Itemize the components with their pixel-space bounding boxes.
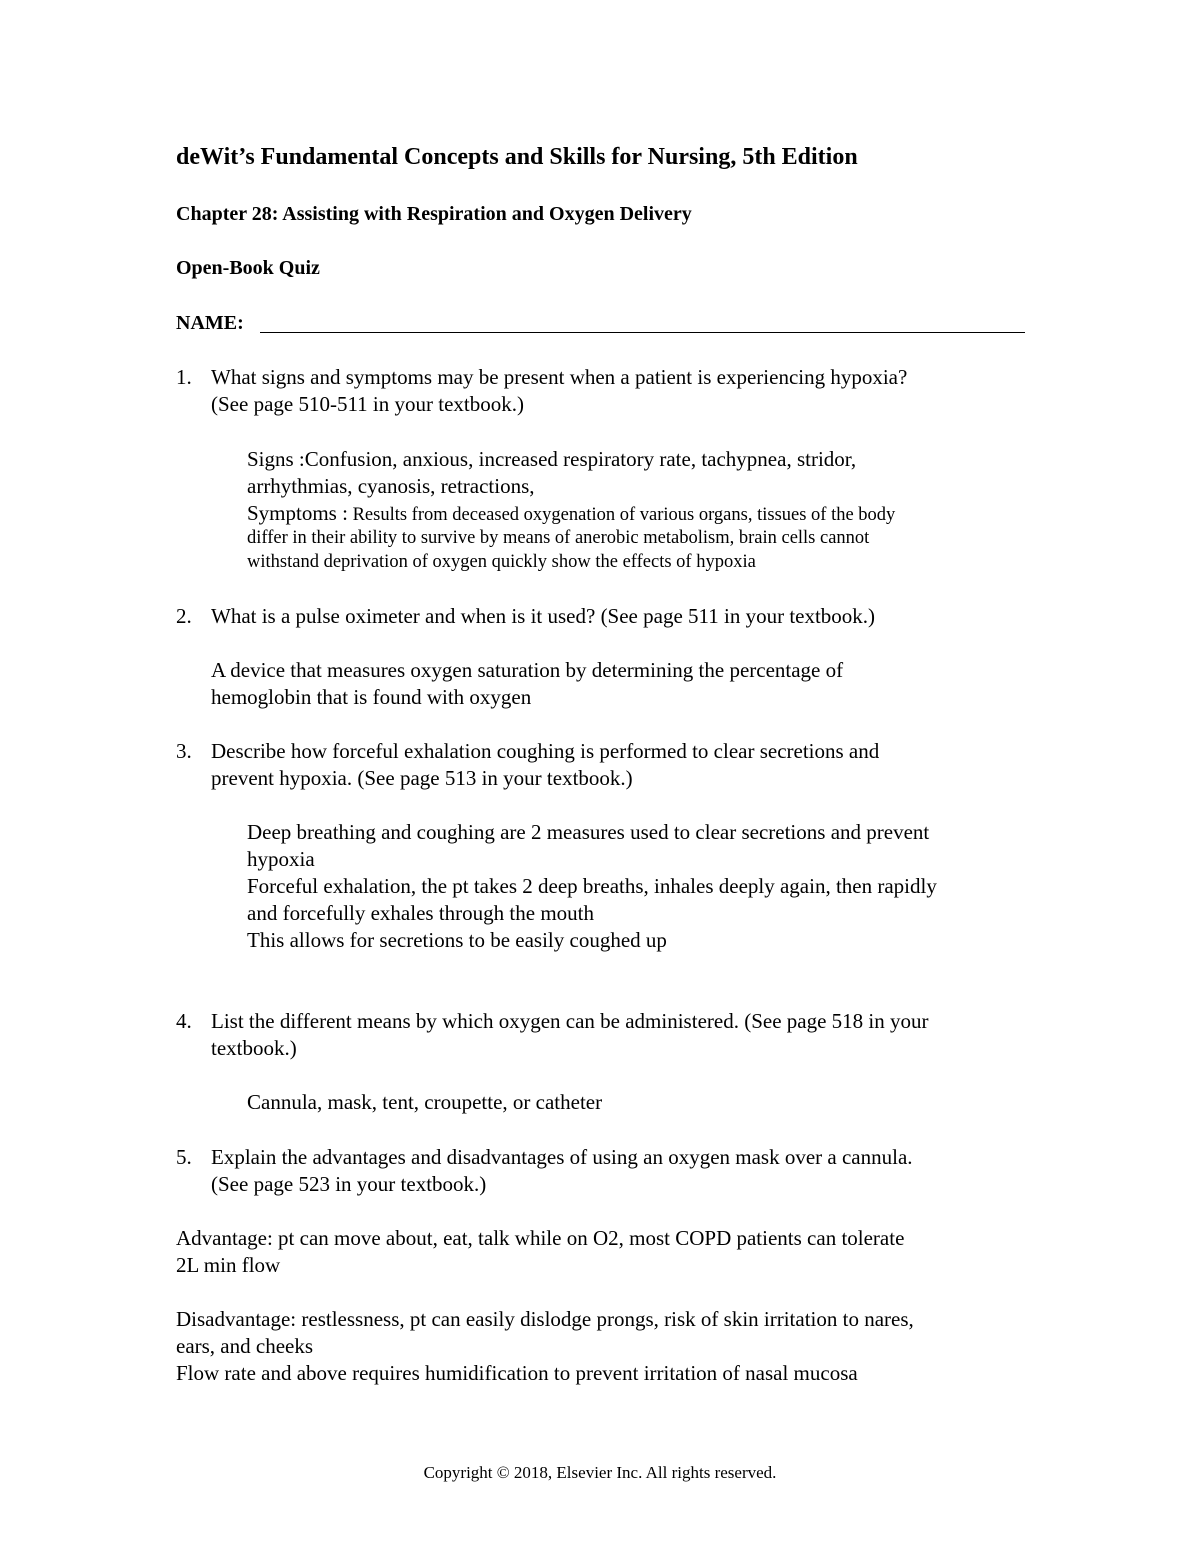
answer-text-small: withstand deprivation of oxygen quickly show the effects of hypoxia: [247, 552, 756, 572]
question-text: (See page 510-511 in your textbook.): [211, 392, 524, 416]
answer-text: hemoglobin that is found with oxygen: [211, 685, 532, 709]
answer-text: Flow rate and above requires humidification to prevent irritation of nasal mucosa: [176, 1361, 858, 1385]
quiz-type: Open-Book Quiz: [176, 257, 320, 279]
copyright-footer: Copyright © 2018, Elsevier Inc. All rights reserved.: [423, 1463, 777, 1482]
book-title: deWit’s Fundamental Concepts and Skills for Nursing, 5th Edition: [176, 144, 858, 170]
question-number: 2.: [176, 604, 192, 628]
question-text: What signs and symptoms may be present when a patient is experiencing hypoxia?: [211, 365, 908, 389]
question-number: 4.: [176, 1009, 192, 1033]
question-text: prevent hypoxia. (See page 513 in your textbook.): [211, 766, 633, 790]
question-number: 1.: [176, 365, 192, 389]
question-number: 5.: [176, 1145, 192, 1169]
question-number: 3.: [176, 739, 192, 763]
answer-text: Forceful exhalation, the pt takes 2 deep breaths, inhales deeply again, then rapidly: [247, 874, 937, 898]
name-input-line[interactable]: [260, 332, 1025, 333]
answer-text: This allows for secretions to be easily coughed up: [247, 928, 667, 952]
answer-symptoms-line: [247, 500, 895, 528]
name-label: NAME:: [176, 312, 244, 334]
answer-text: arrhythmias, cyanosis, retractions,: [247, 474, 535, 498]
answer-text: 2L min flow: [176, 1253, 281, 1277]
chapter-title: Chapter 28: Assisting with Respiration and Oxygen Delivery: [176, 203, 692, 225]
answer-text-small: Results from deceased oxygenation of various organs, tissues of the body: [347, 505, 896, 525]
answer-text-small: differ in their ability to survive by means of anerobic metabolism, brain cells cannot: [247, 528, 870, 548]
question-text: What is a pulse oximeter and when is it used? (See page 511 in your textbook.): [211, 604, 876, 628]
answer-text: ears, and cheeks: [176, 1334, 314, 1358]
answer-text: hypoxia: [247, 847, 315, 871]
question-text: textbook.): [211, 1036, 297, 1060]
answer-text: and forcefully exhales through the mouth: [247, 901, 594, 925]
question-text: List the different means by which oxygen can be administered. (See page 518 in your: [211, 1009, 929, 1033]
question-text: (See page 523 in your textbook.): [211, 1172, 487, 1196]
answer-text: A device that measures oxygen saturation by determining the percentage of: [211, 658, 844, 682]
answer-text: Cannula, mask, tent, croupette, or catheter: [247, 1090, 603, 1114]
answer-text: Advantage: pt can move about, eat, talk while on O2, most COPD patients can tolerate: [176, 1226, 905, 1250]
question-text: Describe how forceful exhalation coughing is performed to clear secretions and: [211, 739, 880, 763]
symptoms-label: Symptoms :: [247, 501, 348, 525]
answer-text: Signs :Confusion, anxious, increased respiratory rate, tachypnea, stridor,: [247, 447, 857, 471]
question-text: Explain the advantages and disadvantages of using an oxygen mask over a cannula.: [211, 1145, 913, 1169]
answer-text: Disadvantage: restlessness, pt can easily dislodge prongs, risk of skin irritation to nares,: [176, 1307, 914, 1331]
answer-text: Deep breathing and coughing are 2 measures used to clear secretions and prevent: [247, 820, 930, 844]
